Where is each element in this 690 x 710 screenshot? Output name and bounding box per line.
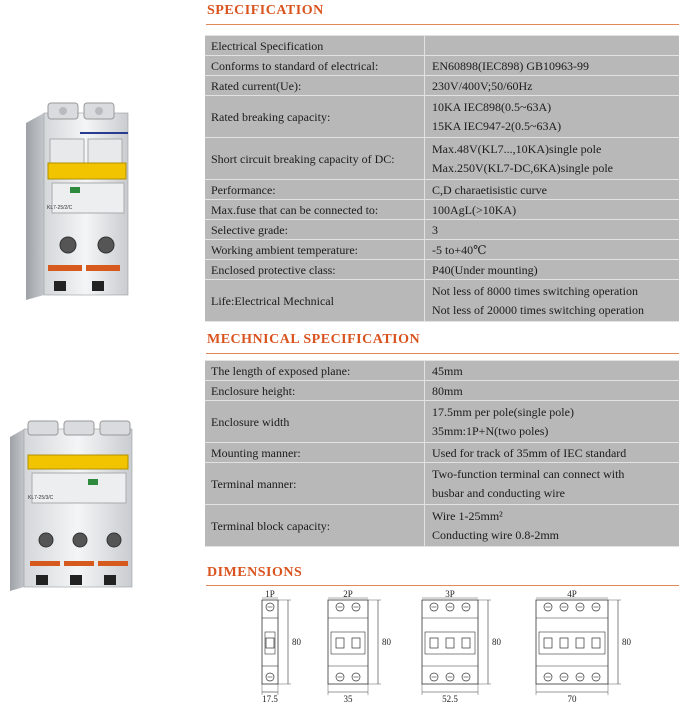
dimensions-section-title: DIMENSIONS: [207, 565, 303, 580]
spec-row: [205, 138, 679, 180]
dimension-height-label: 80: [292, 637, 301, 647]
spec-row: [205, 56, 679, 76]
two-pole-breaker-image: [18, 95, 136, 300]
dimension-height-label: 80: [492, 637, 501, 647]
spec-value-line: -5 to+40℃: [432, 242, 487, 257]
mech-title-rule: [206, 353, 679, 354]
spec-value-line: 15KA IEC947-2(0.5~63A): [432, 118, 562, 133]
spec-value: [425, 260, 680, 280]
mech-value: [425, 463, 680, 505]
spec-row: [205, 96, 679, 138]
dimension-pole-label: 1P: [265, 589, 275, 599]
mech-label: Enclosure width: [205, 401, 425, 443]
dimension-width-label: 35: [343, 694, 353, 704]
spec-row: [205, 260, 679, 280]
spec-title-rule: [206, 24, 679, 25]
dimension-drawing-3p: [422, 589, 502, 704]
dimension-height-label: 80: [622, 637, 631, 647]
dimension-height-label: 80: [382, 637, 391, 647]
dimension-width-label: 70: [567, 694, 577, 704]
mech-value-line: Two-function terminal can connect with: [432, 466, 625, 481]
mech-row: [205, 443, 679, 463]
spec-value: [425, 36, 680, 56]
spec-value-line: Not less of 20000 times switching operation: [432, 302, 644, 317]
spec-value-line: 3: [432, 222, 438, 237]
spec-value-line: Max.48V(KL7...,10KA)single pole: [432, 141, 602, 156]
spec-value: [425, 76, 680, 96]
mech-section-title: MECHNICAL SPECIFICATION: [207, 332, 421, 347]
mech-value-line: 35mm:1P+N(two poles): [432, 423, 549, 438]
spec-label: Rated current(Ue):: [205, 76, 425, 96]
mech-value-line: Wire 1-25mm²: [432, 508, 503, 523]
breaker-model-label: KL7-25/2/C: [47, 205, 73, 211]
spec-row: [205, 220, 679, 240]
mech-value-line: 80mm: [432, 383, 463, 398]
spec-row: [205, 180, 679, 200]
electrical-spec-table: [205, 35, 679, 322]
spec-label: Performance:: [205, 180, 425, 200]
spec-section-title: SPECIFICATION: [207, 3, 324, 18]
spec-value-line: EN60898(IEC898) GB10963-99: [432, 58, 589, 73]
mech-label: The length of exposed plane:: [205, 361, 425, 381]
spec-row: [205, 200, 679, 220]
dimension-width-label: 17.5: [262, 694, 278, 704]
mech-label: Mounting manner:: [205, 443, 425, 463]
dimension-pole-label: 4P: [567, 589, 577, 599]
mech-value-line: 45mm: [432, 363, 463, 378]
spec-row: [205, 36, 679, 56]
spec-value: [425, 280, 680, 322]
spec-value-line: Max.250V(KL7-DC,6KA)single pole: [432, 160, 613, 175]
spec-label: Short circuit breaking capacity of DC:: [205, 138, 425, 180]
spec-value-line: 100AgL(>10KA): [432, 202, 517, 217]
mech-value: [425, 505, 680, 547]
mech-row: [205, 401, 679, 443]
mech-row: [205, 361, 679, 381]
mech-value: [425, 443, 680, 463]
spec-label: Electrical Specification: [205, 36, 425, 56]
spec-value-line: 230V/400V;50/60Hz: [432, 78, 533, 93]
spec-label: Conforms to standard of electrical:: [205, 56, 425, 76]
mech-value-line: Used for track of 35mm of IEC standard: [432, 445, 627, 460]
spec-value: [425, 200, 680, 220]
mech-value: [425, 361, 680, 381]
dimension-width-label: 52.5: [442, 694, 458, 704]
mech-row: [205, 505, 679, 547]
spec-value: [425, 240, 680, 260]
spec-label: Enclosed protective class:: [205, 260, 425, 280]
mech-value-line: Conducting wire 0.8-2mm: [432, 527, 559, 542]
spec-row: [205, 280, 679, 322]
breaker-model-label: KL7-25/3/C: [28, 495, 54, 501]
spec-value: [425, 56, 680, 76]
mechanical-spec-table: [205, 360, 679, 547]
spec-label: Life:Electrical Mechnical: [205, 280, 425, 322]
mech-value-line: busbar and conducting wire: [432, 485, 565, 500]
spec-label: Selective grade:: [205, 220, 425, 240]
dimensions-title-rule: [206, 585, 679, 586]
spec-label: Max.fuse that can be connected to:: [205, 200, 425, 220]
dimension-drawings: [240, 588, 660, 706]
spec-value: [425, 138, 680, 180]
mech-value: [425, 401, 680, 443]
spec-label: Working ambient temperature:: [205, 240, 425, 260]
spec-value-line: 10KA IEC898(0.5~63A): [432, 99, 552, 114]
spec-value: [425, 220, 680, 240]
dimension-drawing-2p: [328, 589, 392, 704]
mech-value: [425, 381, 680, 401]
spec-value: [425, 96, 680, 138]
mech-label: Terminal manner:: [205, 463, 425, 505]
spec-row: [205, 240, 679, 260]
dimension-pole-label: 3P: [445, 589, 455, 599]
dimension-drawing-4p: [536, 589, 632, 704]
spec-value-line: C,D charaetisistic curve: [432, 182, 547, 197]
mech-row: [205, 463, 679, 505]
mech-label: Enclosure height:: [205, 381, 425, 401]
dimension-pole-label: 2P: [343, 589, 353, 599]
dimension-drawing-1p: [262, 589, 302, 704]
spec-value-line: Not less of 8000 times switching operation: [432, 283, 638, 298]
spec-value-line: P40(Under mounting): [432, 262, 538, 277]
mech-label: Terminal block capacity:: [205, 505, 425, 547]
spec-row: [205, 76, 679, 96]
mech-row: [205, 381, 679, 401]
spec-value: [425, 180, 680, 200]
three-pole-breaker-image: [6, 415, 136, 595]
spec-label: Rated breaking capacity:: [205, 96, 425, 138]
mech-value-line: 17.5mm per pole(single pole): [432, 404, 574, 419]
